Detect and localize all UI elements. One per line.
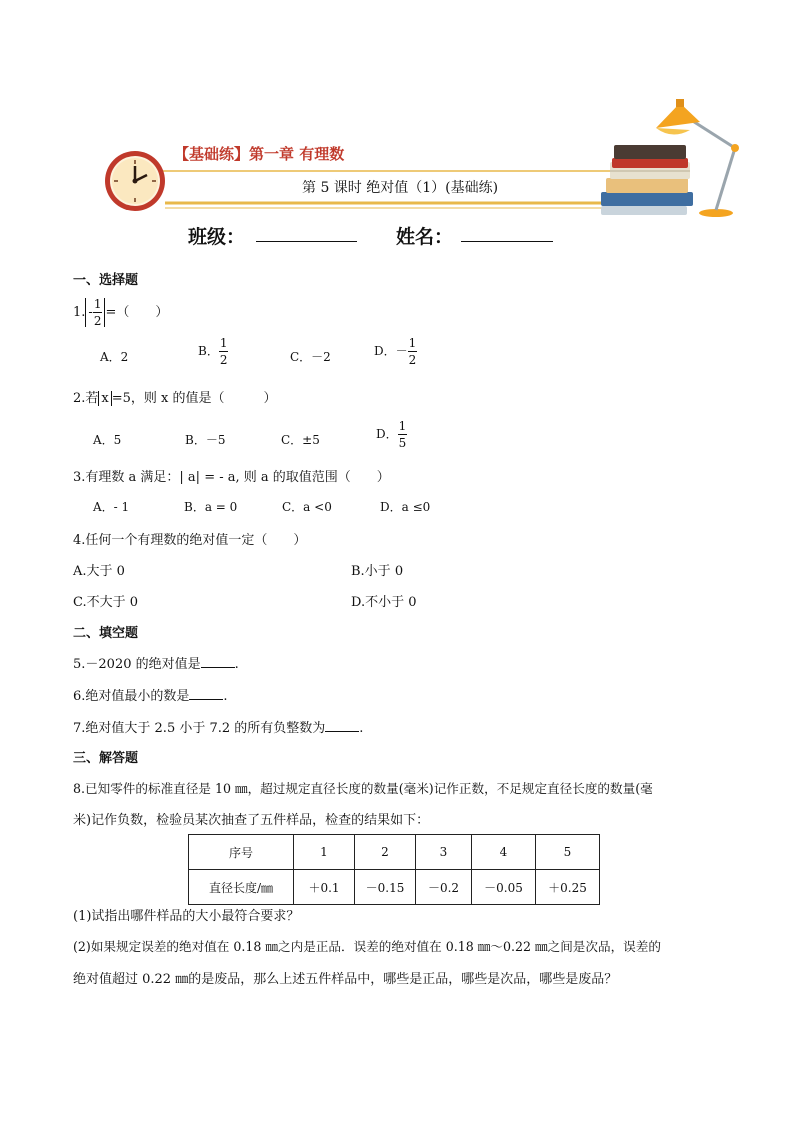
q1-absolute-value [85, 298, 105, 327]
q5-text: 5.－2020 的绝对值是 [73, 657, 201, 672]
q1-option-b-label: B． [198, 344, 219, 358]
question-8-line-2: 米)记作负数，检验员某次抽查了五件样品，检查的结果如下： [73, 813, 430, 828]
clock-icon [105, 151, 165, 211]
table-cell: 2 [355, 835, 416, 870]
series-title: 【基础练】第一章 有理数 [174, 145, 345, 163]
question-8-line-1: 8.已知零件的标准直径是 10 ㎜，超过规定直径长度的数量(毫米)记作正数，不足规定直径长度的数量(毫 [73, 781, 653, 796]
q1-option-b-den: 2 [219, 353, 228, 367]
table-cell: －0.05 [472, 870, 536, 905]
q1-minus: - [88, 305, 93, 320]
q1-frac-den: 2 [93, 314, 102, 328]
section-answer-heading: 三、解答题 [73, 751, 139, 766]
q1-option-d-den: 2 [408, 353, 417, 367]
q3-option-a[interactable]: A．- 1 [93, 500, 130, 514]
q1-option-b-num: 1 [219, 336, 228, 350]
q7-end: . [359, 721, 364, 736]
table-cell: －0.15 [355, 870, 416, 905]
question-1 [73, 298, 168, 327]
q6-answer-blank[interactable] [189, 687, 223, 700]
q3-option-b[interactable]: B．a = 0 [184, 500, 238, 514]
q1-option-d-fraction [408, 337, 418, 366]
table-cell: ＋0.1 [294, 870, 355, 905]
q1-suffix: =（ ） [105, 305, 169, 320]
q6-text: 6.绝对值最小的数是 [73, 689, 190, 704]
q2-option-d-num: 1 [398, 419, 407, 433]
question-4: 4.任何一个有理数的绝对值一定（ ） [73, 533, 307, 548]
q2-prefix: 2.若 [73, 391, 99, 406]
q1-option-b-fraction [219, 337, 229, 366]
q2-option-c[interactable]: C．±5 [281, 433, 320, 447]
q1-option-c[interactable]: C．－2 [290, 350, 331, 364]
q1-prefix: 1. [73, 305, 86, 320]
q2-option-b[interactable]: B．－5 [185, 433, 226, 447]
q3-option-c[interactable]: C．a <0 [282, 500, 332, 514]
q2-suffix: =5，则 x 的值是（ ） [111, 391, 277, 406]
table-cell: －0.2 [416, 870, 472, 905]
table-cell: 直径长度/㎜ [189, 870, 294, 905]
q6-end: . [223, 689, 228, 704]
table-cell: ＋0.25 [536, 870, 600, 905]
q1-option-d[interactable] [374, 337, 417, 366]
section-fill-heading: 二、填空题 [73, 626, 139, 641]
question-5 [73, 653, 239, 672]
table-cell: 3 [416, 835, 472, 870]
q7-answer-blank[interactable] [325, 719, 359, 732]
q2-option-d[interactable] [376, 420, 407, 449]
q7-text: 7.绝对值大于 2.5 小于 7.2 的所有负整数为 [73, 721, 326, 736]
q1-option-b[interactable] [198, 337, 228, 366]
class-label: 班级： [188, 226, 246, 248]
q4-option-c[interactable]: C.不大于 0 [73, 595, 139, 610]
q1-frac-num: 1 [93, 297, 102, 311]
q4-option-b[interactable]: B.小于 0 [351, 564, 404, 579]
books-icon [601, 145, 693, 215]
q2-option-d-den: 5 [398, 436, 407, 450]
q5-end: . [234, 657, 239, 672]
table-row [189, 870, 600, 905]
question-8-part-2-line-2: 绝对值超过 0.22 ㎜的是废品，那么上述五件样品中，哪些是正品，哪些是次品，哪些是废品？ [73, 972, 618, 987]
q2-option-d-fraction [398, 420, 408, 449]
question-8-part-1: (1)试指出哪件样品的大小最符合要求？ [73, 909, 300, 924]
q1-option-a[interactable]: A．2 [100, 350, 129, 364]
table-cell: 5 [536, 835, 600, 870]
q5-answer-blank[interactable] [201, 655, 235, 668]
sample-results-table [188, 834, 600, 905]
q2-option-a[interactable]: A．5 [93, 433, 122, 447]
question-8-part-2-line-1: (2)如果规定误差的绝对值在 0.18 ㎜之内是正品．误差的绝对值在 0.18 ㎜～0.22 ㎜之间是次品，误差的 [73, 939, 661, 954]
question-7 [73, 717, 363, 736]
question-2 [73, 387, 277, 406]
section-choice-heading: 一、选择题 [73, 273, 139, 288]
table-cell: 1 [294, 835, 355, 870]
table-cell: 序号 [189, 835, 294, 870]
q1-option-d-label: D．－ [374, 344, 408, 358]
lesson-title: 第 5 课时 绝对值（1）(基础练) [302, 180, 499, 196]
class-blank[interactable] [256, 241, 357, 242]
q1-fraction [93, 298, 103, 327]
question-6 [73, 685, 228, 704]
name-blank[interactable] [461, 241, 553, 242]
name-label: 姓名： [396, 226, 454, 248]
table-row [189, 835, 600, 870]
q4-option-d[interactable]: D.不小于 0 [351, 595, 417, 610]
question-3: 3.有理数 a 满足：| a| = - a, 则 a 的取值范围（ ） [73, 470, 390, 485]
table-cell: 4 [472, 835, 536, 870]
q1-option-d-num: 1 [408, 336, 417, 350]
q2-absolute-value: x [98, 391, 111, 406]
q3-option-d[interactable]: D．a ≤0 [380, 500, 431, 514]
q2-option-d-label: D． [376, 427, 398, 441]
q4-option-a[interactable]: A.大于 0 [73, 564, 125, 579]
